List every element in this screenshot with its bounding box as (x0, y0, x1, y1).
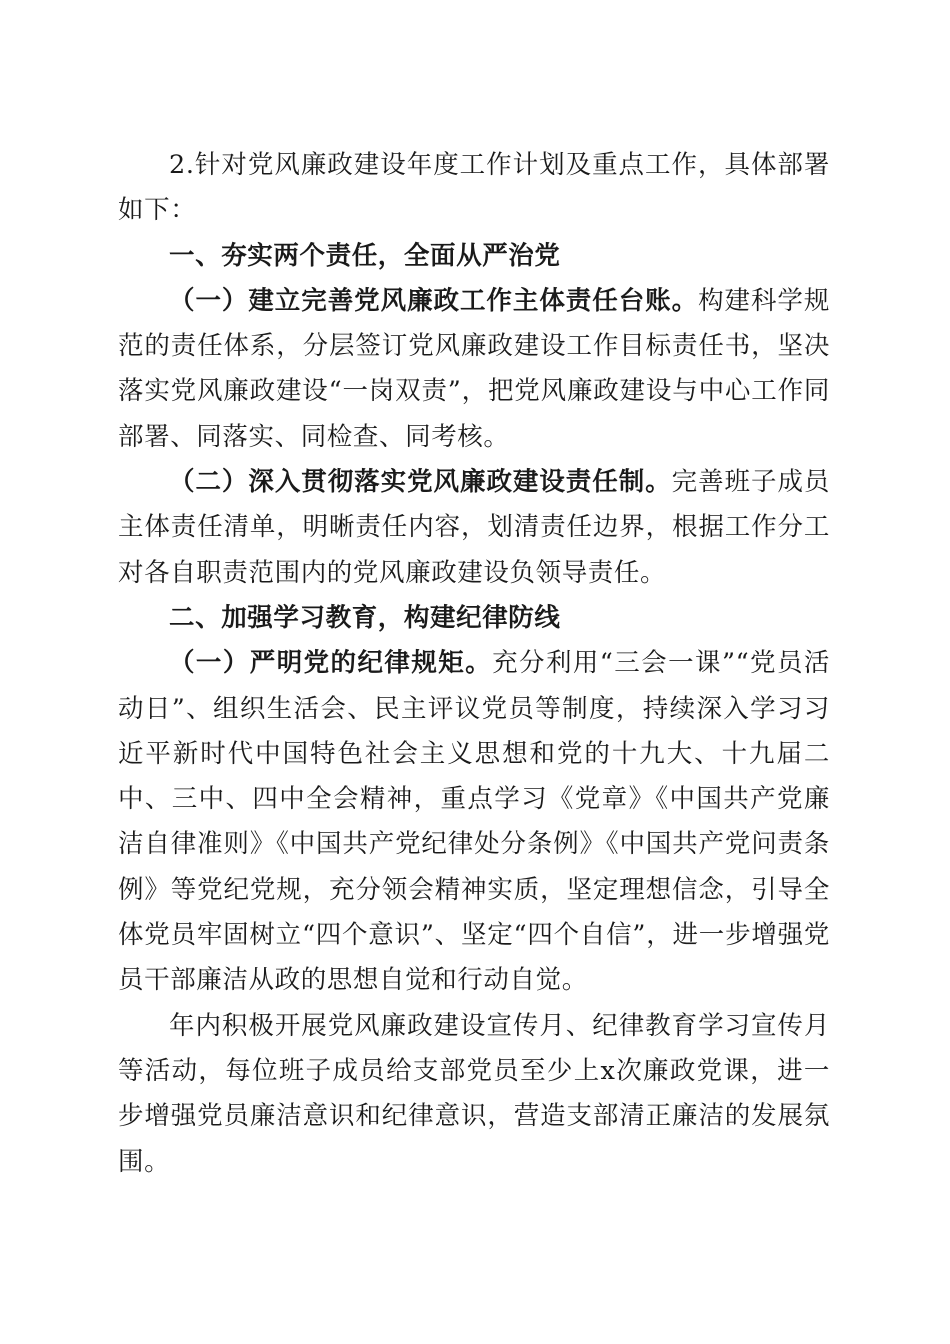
section-2-item-1-lead: （一）严明党的纪律规矩。 (169, 648, 493, 679)
section-1-heading: 一、夯实两个责任，全面从严治党 (169, 240, 561, 271)
section-1-item-2 (118, 460, 830, 596)
section-1-item-1 (118, 279, 830, 460)
section-1-item-2-lead: （二）深入贯彻落实党风廉政建设责任制。 (169, 467, 672, 498)
section-1-item-2-text: 完善班子成员主体责任清单，明晰责任内容，划清责任边界，根据工作分工对各自职责范围内的党风廉政建设负领导责任。 (118, 467, 830, 588)
section-2-closing-paragraph: 年内积极开展党风廉政建设宣传月、纪律教育学习宣传月等活动，每位班子成员给支部党员至少上x次廉政党课，进一步增强党员廉洁意识和纪律意识，营造支部清正廉洁的发展氛围。 (118, 1010, 830, 1177)
section-2-heading: 二、加强学习教育，构建纪律防线 (169, 602, 561, 633)
intro-paragraph: 2.针对党风廉政建设年度工作计划及重点工作，具体部署如下： (118, 150, 830, 226)
section-1-item-1-lead: （一）建立完善党风廉政工作主体责任台账。 (169, 285, 699, 316)
section-1-item-1-text: 构建科学规范的责任体系，分层签订党风廉政建设工作目标责任书，坚决落实党风廉政建设“一岗双责”，把党风廉政建设与中心工作同部署、同落实、同检查、同考核。 (118, 285, 830, 452)
document-page (118, 143, 830, 1185)
section-2-item-1 (118, 641, 830, 1003)
section-2-item-1-text: 充分利用“三会一课”“党员活动日”、组织生活会、民主评议党员等制度，持续深入学习习近平新时代中国特色社会主义思想和党的十九大、十九届二中、三中、四中全会精神，重点学习《党章》《中国共产党廉洁自律准则》《中国共产党纪律处分条例》《中国共产党问责条例》等党纪党规，充分领会精神实质，坚定理想信念，引导全体党员牢固树立“四个意识”、坚定“四个自信”，进一步增强党员干部廉洁从政的思想自觉和行动自觉。 (118, 648, 830, 996)
